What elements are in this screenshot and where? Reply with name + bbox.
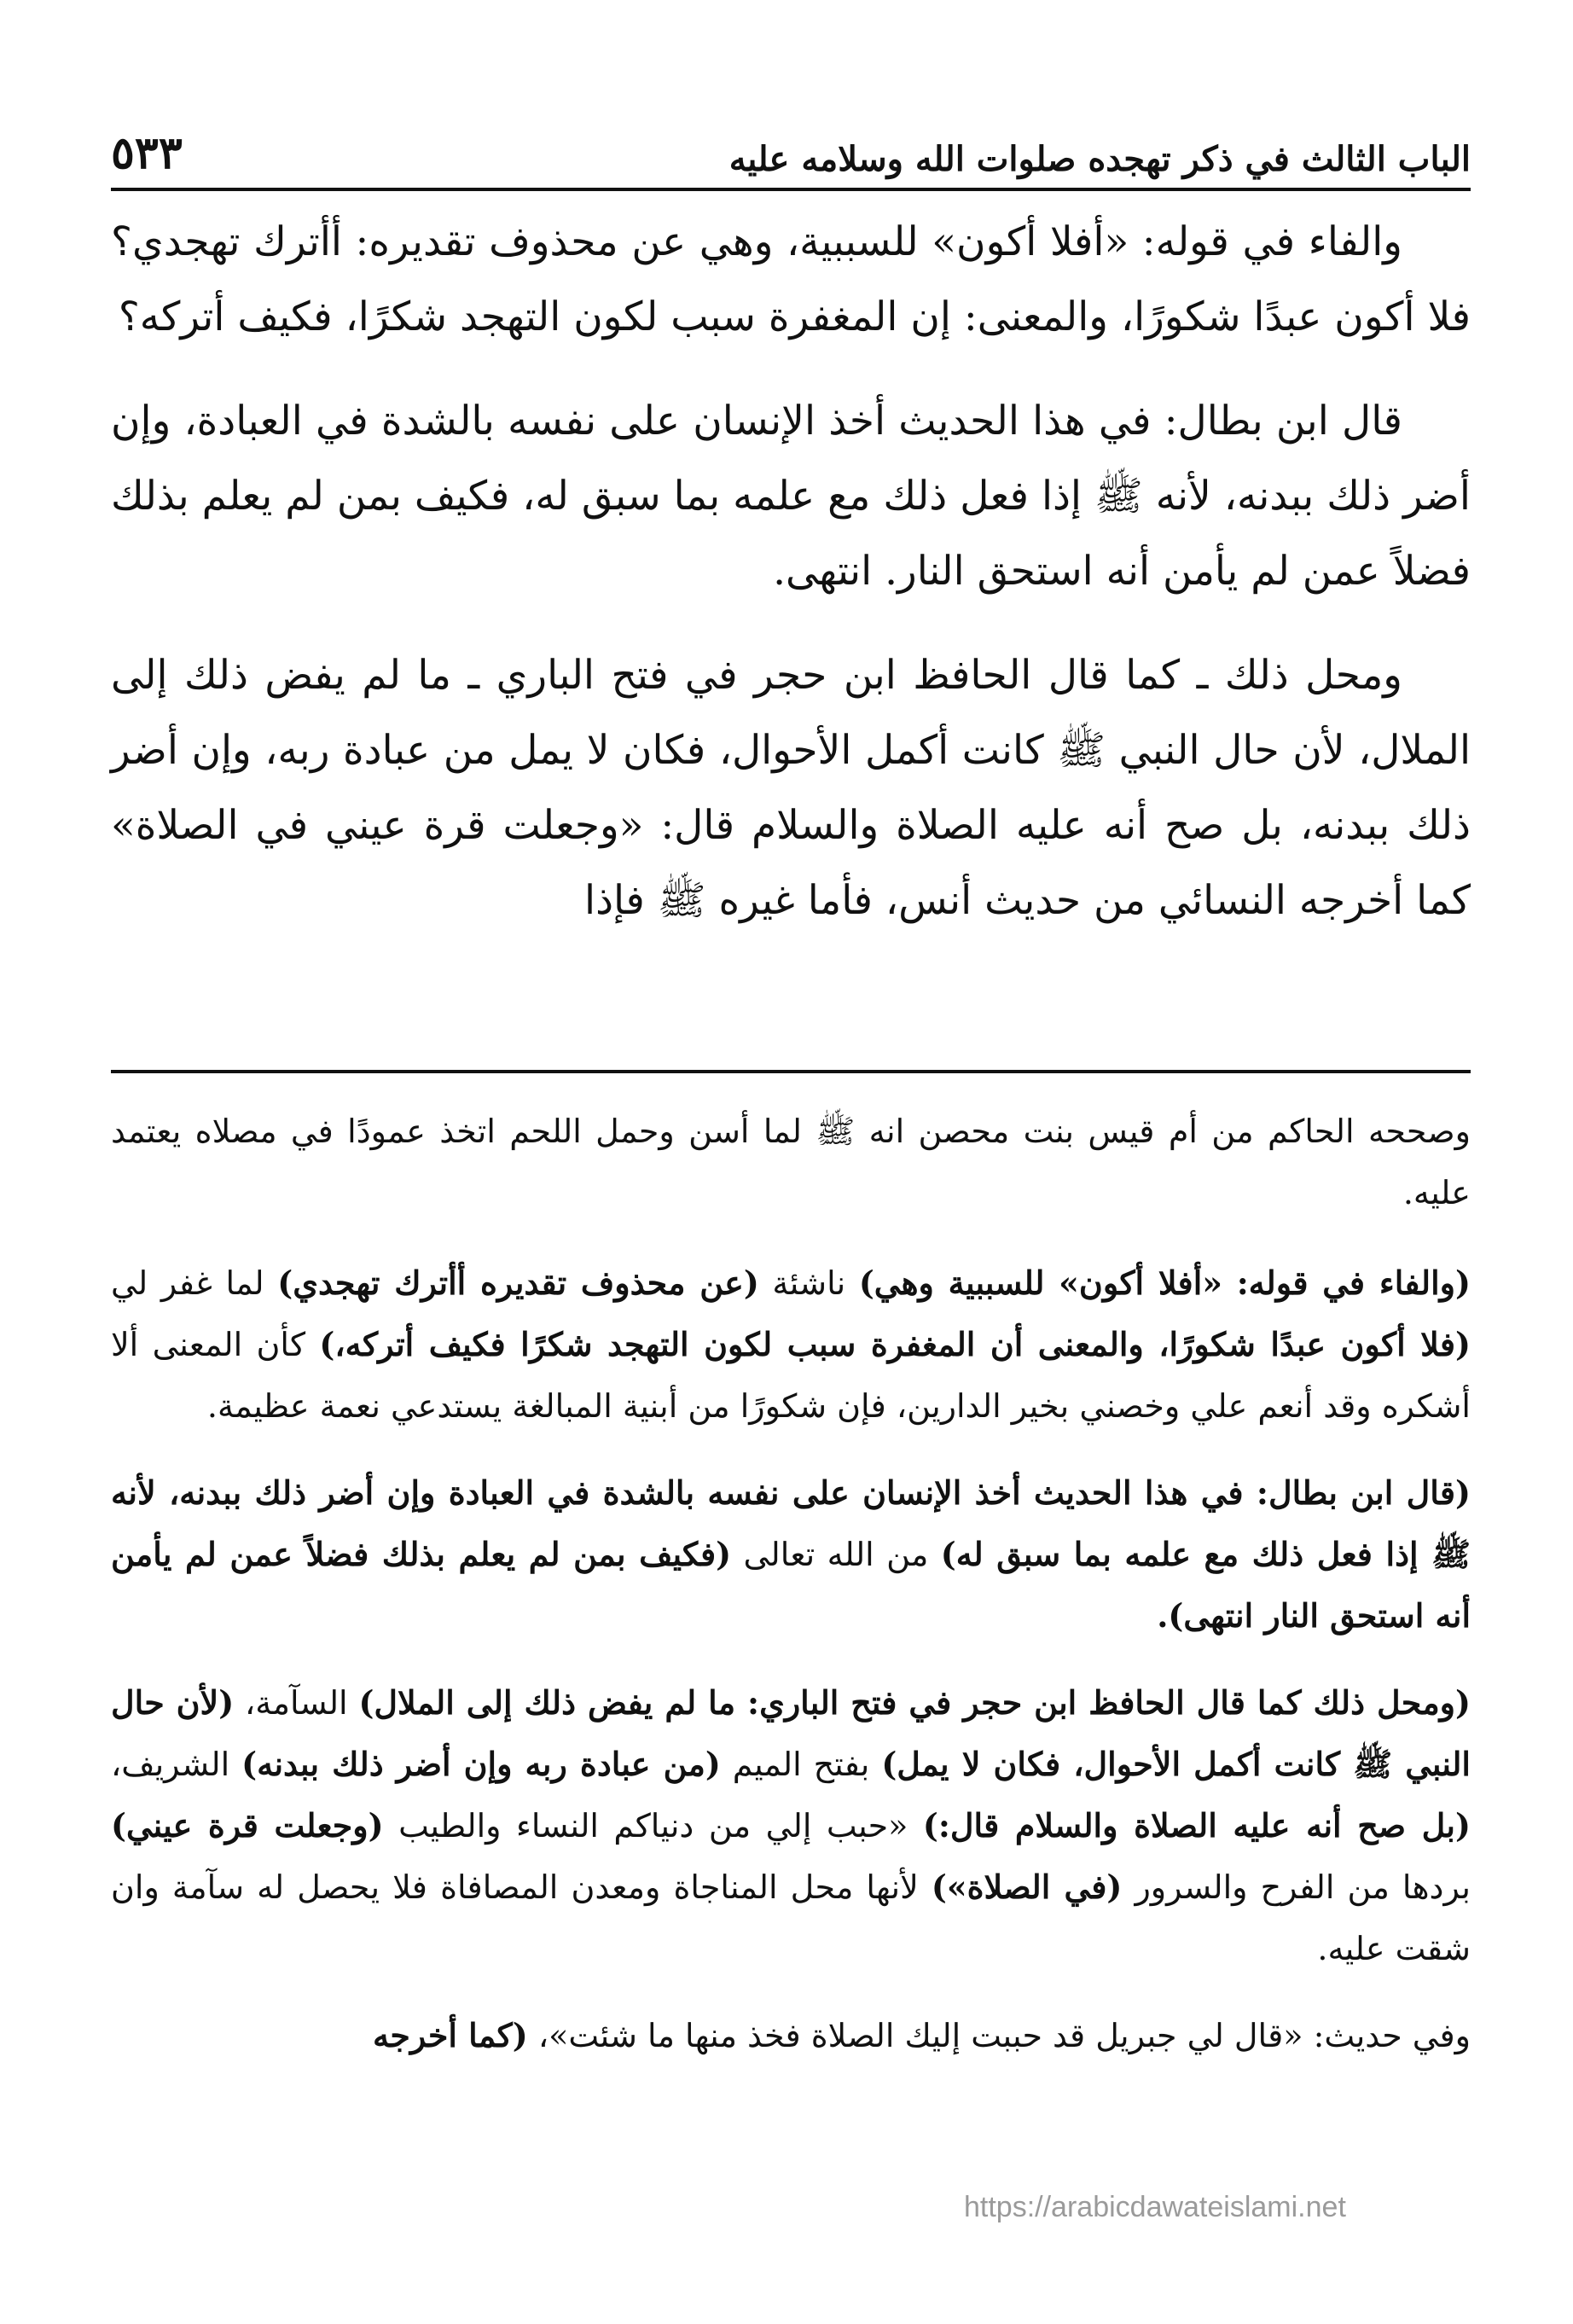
main-paragraph-3: ومحل ذلك ـ كما قال الحافظ ابن حجر في فتح الباري ـ ما لم يفض ذلك إلى الملال، لأن حال النبي ﷺ كانت أكمل الأحوال، فكان لا يمل من عبادة ربه، وإن أضر ذلك ببدنه، بل صح أنه عليه الصلاة والسلام قال: «وجعلت قرة عيني في الصلاة» كما أخرجه النسائي من حديث أنس، فأما غيره ﷺ فإذا	[111, 652, 1471, 924]
watermark: https://arabicdawateislami.net	[964, 2191, 1346, 2223]
quoted-text: (والفاء في قوله: «أفلا أكون» للسببية وهي)	[858, 1264, 1471, 1302]
explanation-text: الشريف،	[111, 1746, 242, 1783]
commentary-paragraph-1	[111, 1252, 1471, 1437]
quoted-text: (عن محذوف تقديره أأترك تهجدي)	[277, 1264, 759, 1302]
quoted-text: (في الصلاة»)	[931, 1868, 1123, 1906]
explanation-text: لما غفر لي	[111, 1264, 278, 1302]
quoted-text: (كما أخرجه	[373, 2016, 528, 2054]
explanation-text: وفي حديث: «قال لي جبريل قد حببت إليك الصلاة فخذ منها ما شئت»،	[527, 2017, 1471, 2054]
quoted-text: (فلا أكون عبدًا شكورًا، والمعنى أن المغفرة سبب لكون التهجد شكرًا فكيف أتركه،)	[319, 1325, 1471, 1363]
commentary-paragraph-2	[111, 1462, 1471, 1647]
main-paragraph-2: قال ابن بطال: في هذا الحديث أخذ الإنسان على نفسه بالشدة في العبادة، وإن أضر ذلك ببدنه، لأنه ﷺ إذا فعل ذلك مع علمه بما سبق له، فكيف بمن لم يعلم بذلك فضلاً عمن لم يأمن أنه استحق النار. انتهى.	[111, 398, 1471, 595]
explanation-text: من الله تعالى	[731, 1536, 941, 1573]
quoted-text: (من عبادة ربه وإن أضر ذلك ببدنه)	[241, 1745, 721, 1783]
quoted-text: (قال ابن بطال: في هذا الحديث أخذ الإنسان على نفسه بالشدة في العبادة وإن أضر ذلك ببدنه، لأنه ﷺ إذا فعل ذلك مع علمه بما سبق له)	[111, 1473, 1471, 1573]
quoted-text: (ومحل ذلك كما قال الحافظ ابن حجر في فتح الباري: ما لم يفض ذلك إلى الملال)	[358, 1683, 1471, 1722]
main-text	[111, 205, 1471, 967]
footnote-divider	[111, 1070, 1471, 1073]
commentary	[111, 1101, 1471, 2092]
explanation-text: «حبب إلي من دنياكم النساء والطيب	[383, 1807, 923, 1845]
quoted-text: (لأن حال النبي ﷺ كانت أكمل الأحوال، فكان لا يمل)	[111, 1683, 1471, 1783]
page-number: ٥٣٣	[111, 127, 183, 179]
explanation-text: بردها من الفرح والسرور	[1122, 1868, 1471, 1906]
running-title: الباب الثالث في ذكر تهجده صلوات الله وسلامه عليه	[728, 139, 1471, 179]
quoted-text: (فكيف بمن لم يعلم بذلك فضلاً عمن لم يأمن أنه استحق النار انتهى).	[111, 1535, 1471, 1635]
explanation-text: بفتح الميم	[720, 1746, 882, 1783]
commentary-paragraph-4	[111, 2005, 1471, 2066]
page-header	[111, 102, 1471, 191]
commentary-paragraph-3	[111, 1672, 1471, 1979]
quoted-text: (وجعلت قرة عيني)	[111, 1806, 384, 1845]
main-paragraph-1: والفاء في قوله: «أفلا أكون» للسببية، وهي عن محذوف تقديره: أأترك تهجدي؟ فلا أكون عبدًا شكورًا، والمعنى: إن المغفرة سبب لكون التهجد شكرًا، فكيف أتركه؟	[111, 218, 1471, 340]
explanation-text: السآمة،	[234, 1684, 359, 1722]
explanation-text: ناشئة	[758, 1264, 859, 1302]
explanation-text: كأن المعنى ألا أشكره وقد أنعم علي وخصني بخير الدارين، فإن شكورًا من أبنية المبالغة يستدعي نعمة عظيمة.	[111, 1326, 1471, 1425]
footnote-1: وصححه الحاكم من أم قيس بنت محصن انه ﷺ لما أسن وحمل اللحم اتخذ عمودًا في مصلاه يعتمد عليه.	[111, 1113, 1471, 1211]
quoted-text: (بل صح أنه عليه الصلاة والسلام قال:)	[922, 1806, 1471, 1845]
explanation-text: لأنها محل المناجاة ومعدن المصافاة فلا يحصل له سآمة وان شقت عليه.	[111, 1868, 1471, 1967]
